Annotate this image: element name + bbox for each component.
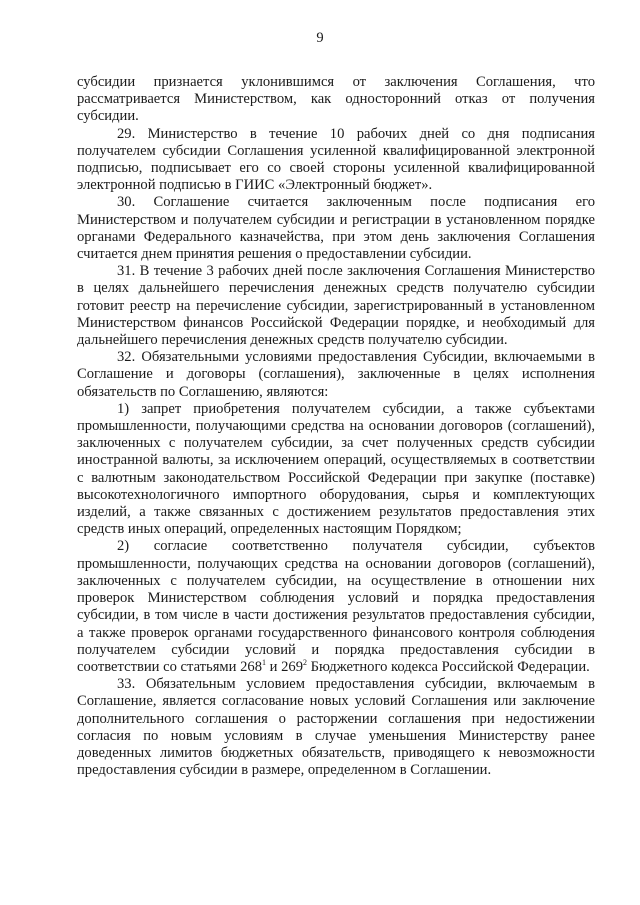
superscript-2: 2 (303, 657, 307, 667)
item-2-text-before: 2) согласие соответственно получателя субсидии, субъектов промышленности, получающих средства на основании договоров (соглашений), заключенных с получателем субсидии, на осуществление в отношении них проверок Министерством соблюдения условий и порядка предоставления субсидии, в том числе в части достижения результатов предоставления субсидии, а также проверок органами государственного финансового контроля соблюдения получателем субсидии условий и порядка предоставления субсидии в соответствии со статьями 268 (77, 538, 595, 675)
paragraph-33: 33. Обязательным условием предоставления субсидии, включаемым в Соглашение, является согласование новых условий Соглашения или заключение дополнительного соглашения о расторжении соглашения при недостижении согласия по новым условиям в случае уменьшения Министерству ранее доведенных лимитов бюджетных обязательств, приводящего к невозможности предоставления субсидии в размере, определенном в Соглашении. (77, 676, 595, 779)
paragraph-continuation: субсидии признается уклонившимся от заключения Соглашения, что рассматривается Министерством, как односторонний отказ от получения субсидии. (77, 74, 595, 125)
item-2-text-after: Бюджетного кодекса Российской Федерации. (307, 658, 590, 675)
paragraph-29: 29. Министерство в течение 10 рабочих дней со дня подписания получателем субсидии Соглашения усиленной квалифицированной электронной подписью, подписывает его со своей стороны усиленной квалифицированной электронной подписью в ГИИС «Электронный бюджет». (77, 125, 595, 194)
superscript-1: 1 (262, 657, 266, 667)
paragraph-32-item-2 (77, 538, 595, 676)
page-number: 9 (316, 30, 324, 46)
paragraph-32-item-1: 1) запрет приобретения получателем субсидии, а также субъектами промышленности, получающими средства на основании договоров (соглашений), заключенных с получателем субсидии, за счет полученных средств субсидии иностранной валюты, за исключением операций, осуществляемых в соответствии с валютным законодательством Российской Федерации при закупке (поставке) высокотехнологичного импортного оборудования, сырья и комплектующих изделий, а также связанных с достижением результатов предоставления этих средств иных операций, определенных настоящим Порядком; (77, 400, 595, 538)
document-body (77, 74, 595, 779)
paragraph-32: 32. Обязательными условиями предоставления Субсидии, включаемыми в Соглашение и договоры (соглашения), заключенные в целях исполнения обязательств по Соглашению, являются: (77, 349, 595, 400)
paragraph-31: 31. В течение 3 рабочих дней после заключения Соглашения Министерство в целях дальнейшего перечисления денежных средств получателю субсидии готовит реестр на перечисление субсидии, зарегистрированный в установленном Министерством финансов Российской Федерации порядке, и необходимый для дальнейшего перечисления денежных средств получателю субсидии. (77, 263, 595, 349)
paragraph-30: 30. Соглашение считается заключенным после подписания его Министерством и получателем субсидии и регистрации в установленном порядке органами Федерального казначейства, при этом день заключения Соглашения считается днем принятия решения о предоставлении субсидии. (77, 194, 595, 263)
item-2-text-middle: и 269 (266, 658, 303, 675)
